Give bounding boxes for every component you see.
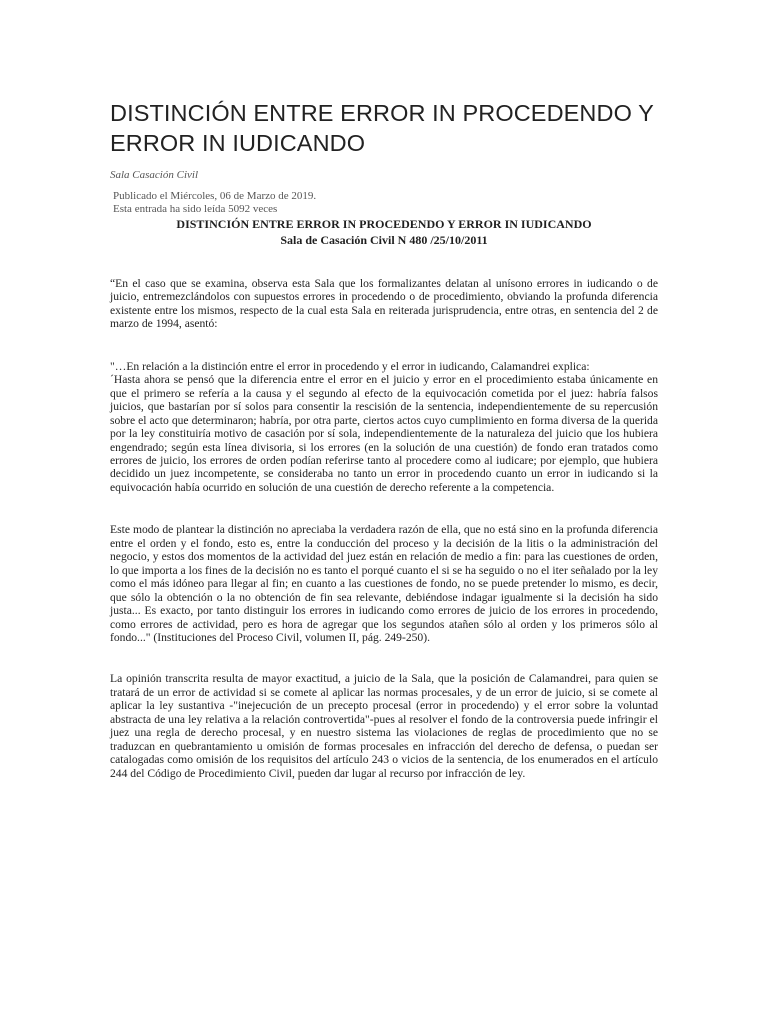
paragraph-calamandrei-quote: ´Hasta ahora se pensó que la diferencia entre el error en el juicio y error en el procedimiento estaba únicamente en que el primero se refería a la causa y el segundo al efecto de la equivocación cometida por el juez: habría falsos juicios, que bastarían por sí solos para consentir la rescisión de la sentencia, independientemente de su repercusión sobre el acto que determinaron; habría, por otra parte, ciertos actos cuyo cumplimiento en forma diversa de la querida por la ley constituiría motivo de casación por sí sola, independientemente de la naturaleza del juicio que los hubiera engendrado; según esta línea divisoria, si los errores (en la solución de una cuestión) de fondo eran tratados como errores de juicio, los errores de orden podían referirse tanto al procedere como al iudicare; por ejemplo, que hubiera decidido un juez incompetente, se consideraba no tanto un error in procedendo cuanto un error in iudicando si la equivocación había ocurrido en solución de una cuestión de derecho referente a la competencia. [110, 373, 658, 494]
article-title: DISTINCIÓN ENTRE ERROR IN PROCEDENDO Y ERROR IN IUDICANDO [110, 100, 654, 156]
document-court-reference: Sala de Casación Civil N 480 /25/10/2011 [280, 233, 488, 247]
paragraph-conclusion: La opinión transcrita resulta de mayor exactitud, a juicio de la Sala, que la posición de Calamandrei, para quien se tratará de un error de actividad si se comete al aplicar las normas procesales, y de un error de juicio, si se comete al aplicar la ley sustantiva -"inejecución de un precepto procesal (error in procedendo) y el error sobre la voluntad abstracta de una ley relativa a la relación controvertida"-pues al resolver el fondo de la controversia puede infringir el juez una regla de derecho procesal, y en nuestro sistema las violaciones de reglas de procedimiento que no se traduzcan en quebrantamiento u omisión de formas procesales en infracción del derecho de defensa, o puedan ser catalogadas como omisión de los requisitos del artículo 243 o vicios de la sentencia, de los enumerados en el artículo 244 del Código de Procedimiento Civil, pueden dar lugar al recurso por infracción de ley. [110, 672, 658, 780]
published-date: Publicado el Miércoles, 06 de Marzo de 2019. [113, 190, 317, 202]
view-count: Esta entrada ha sido leída 5092 veces [113, 203, 278, 215]
paragraph-intro: “En el caso que se examina, observa esta Sala que los formalizantes delatan al unísono errores in iudicando o de juicio, entremezclándolos con supuestos errores in procedendo o de procedimiento, obviando la profunda diferencia existente entre los mismos, respecto de la cual esta Sala en reiterada jurisprudencia, entre otras, en sentencia del 2 de marzo de 1994, asentó: [110, 277, 658, 331]
paragraph-distinction: Este modo de plantear la distinción no apreciaba la verdadera razón de ella, que no está sino en la profunda diferencia entre el orden y el fondo, esto es, entre la conducción del proceso y la decisión de la litis o la administración del negocio, y estos dos momentos de la actividad del juez están en relación de medio a fin: para las cuestiones de orden, lo que importa a los fines de la decisión no es tanto el porqué cuanto el si se ha seguido o no el iter señalado por la ley como el más idóneo para llegar al fin; en cuanto a las cuestiones de fondo, no se puede pretender lo mismo, es decir, que sólo la obtención o la no obtención de fin sea relevante, debiéndose indagar igualmente si la decisión ha sido justa... Es exacto, por tanto distinguir los errores in iudicando como errores de juicio de los errores in procedendo, como errores de actividad, pero es hora de agregar que los segundos atañen sólo al orden y los primeros sólo al fondo..." (Instituciones del Proceso Civil, volumen II, pág. 249-250). [110, 523, 658, 644]
article-category: Sala Casación Civil [110, 169, 198, 181]
paragraph-calamandrei-intro: "…En relación a la distinción entre el error in procedendo y el error in iudicando, Calamandrei explica: [110, 359, 590, 373]
article-meta [110, 190, 658, 216]
article [110, 98, 658, 780]
document-heading: DISTINCIÓN ENTRE ERROR IN PROCEDENDO Y ERROR IN IUDICANDO [176, 217, 592, 231]
